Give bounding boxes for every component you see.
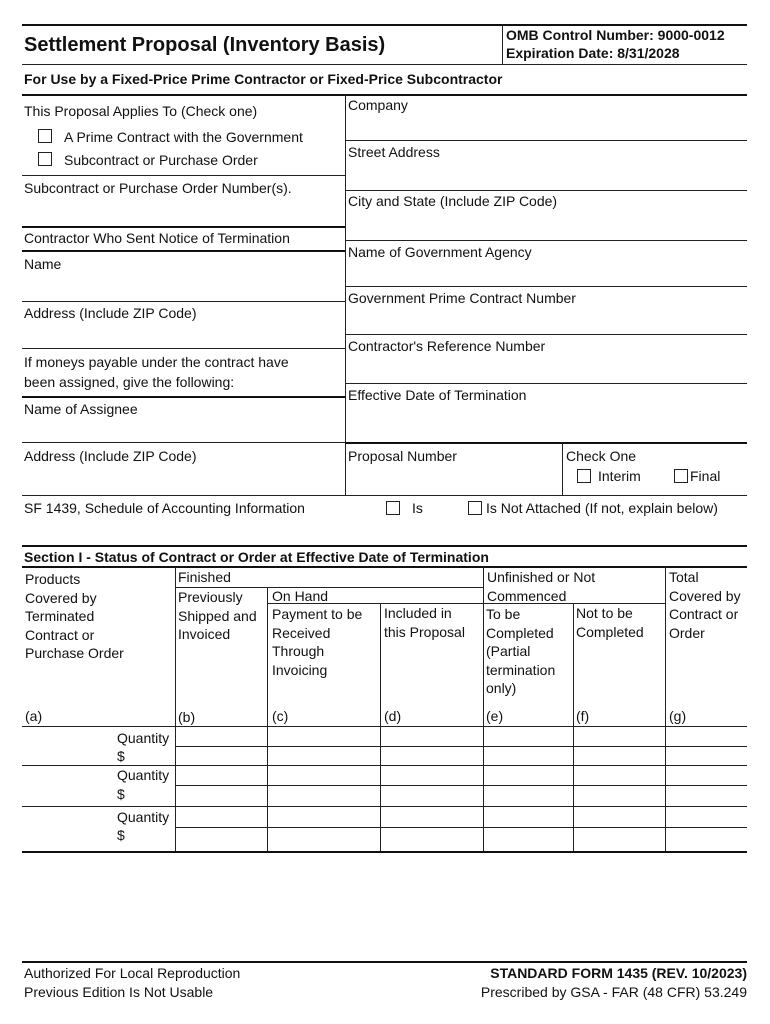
table-cell[interactable] (269, 787, 379, 805)
table-cell[interactable] (382, 829, 482, 850)
table-cell[interactable] (575, 829, 664, 850)
header-line: Included in (384, 605, 452, 621)
col-f-header (576, 604, 644, 641)
po-numbers-label: Subcontract or Purchase Order Number(s). (24, 180, 292, 196)
col-g-header (669, 568, 741, 642)
sf1439-explanation-input[interactable] (26, 522, 741, 540)
prime-contract-number-input[interactable] (350, 311, 740, 329)
assignment-note-line2: been assigned, give the following: (24, 374, 235, 390)
table-cell[interactable] (485, 808, 572, 826)
table-cell[interactable] (269, 829, 379, 850)
divider (22, 495, 747, 496)
row1-product-input[interactable] (24, 728, 114, 764)
unfinished-header (487, 568, 595, 605)
header-line: this Proposal (384, 623, 465, 640)
table-cell[interactable] (269, 728, 379, 745)
table-cell[interactable] (667, 767, 746, 784)
table-cell[interactable] (575, 728, 664, 745)
company-input[interactable] (350, 118, 740, 136)
prime-contract-checkbox[interactable] (38, 129, 52, 143)
table-cell[interactable] (667, 747, 746, 764)
header-line: Contract or (25, 626, 95, 643)
center-divider (345, 95, 346, 495)
footer-form-number: STANDARD FORM 1435 (REV. 10/2023) (490, 965, 747, 981)
final-checkbox[interactable] (674, 469, 688, 483)
divider (22, 301, 345, 302)
table-cell[interactable] (269, 808, 379, 826)
divider (22, 175, 345, 176)
header-bottom-rule (22, 64, 747, 65)
header-line: Unfinished or Not (487, 569, 596, 585)
contractor-address-input[interactable] (26, 326, 338, 344)
divider (345, 334, 747, 335)
divider (175, 567, 176, 851)
divider (22, 396, 345, 398)
row1-quantity-label: Quantity (117, 730, 170, 746)
assignee-address-input[interactable] (26, 470, 338, 488)
termination-notice-heading: Contractor Who Sent Notice of Termination (24, 230, 290, 246)
divider (22, 851, 747, 853)
header-line: Covered by (25, 589, 97, 606)
footer-previous-edition: Previous Edition Is Not Usable (24, 984, 214, 1000)
table-cell[interactable] (177, 787, 266, 805)
divider (345, 383, 747, 384)
sf1439-is-not-checkbox[interactable] (468, 501, 482, 515)
header-line: Received (272, 624, 331, 641)
assignee-name-label: Name of Assignee (24, 401, 138, 417)
divider (267, 587, 268, 851)
table-cell[interactable] (177, 767, 266, 784)
header-line: Contract or (669, 606, 739, 622)
sf1439-is-checkbox[interactable] (386, 501, 400, 515)
row3-dollar-label: $ (117, 827, 125, 843)
col-letter-b: (b) (178, 709, 196, 725)
col-letter-a: (a) (25, 708, 43, 724)
po-numbers-input[interactable] (26, 202, 338, 220)
divider (22, 442, 345, 443)
divider (22, 226, 345, 228)
table-cell[interactable] (382, 767, 482, 784)
col-b-header (178, 588, 257, 644)
expiration-date: Expiration Date: 8/31/2028 (506, 45, 680, 61)
row3-quantity-label: Quantity (117, 809, 170, 825)
header-line: Through (272, 643, 325, 659)
proposal-number-label: Proposal Number (348, 448, 457, 464)
reference-number-label: Contractor's Reference Number (348, 338, 546, 354)
divider (175, 785, 747, 786)
subcontract-checkbox[interactable] (38, 152, 52, 166)
table-cell[interactable] (575, 808, 664, 826)
subcontract-label: Subcontract or Purchase Order (64, 152, 258, 168)
sf1439-is-label: Is (412, 500, 423, 516)
reference-number-input[interactable] (350, 360, 740, 378)
divider (22, 566, 747, 568)
government-agency-label: Name of Government Agency (348, 244, 532, 260)
footer-rule (22, 961, 747, 963)
city-state-input[interactable] (350, 216, 740, 234)
table-cell[interactable] (177, 829, 266, 850)
city-state-label: City and State (Include ZIP Code) (348, 193, 558, 209)
contractor-name-input[interactable] (26, 278, 338, 296)
table-cell[interactable] (485, 787, 572, 805)
table-cell[interactable] (667, 808, 746, 826)
divider (665, 567, 666, 851)
row2-dollar-label: $ (117, 786, 125, 802)
row1-dollar-label: $ (117, 748, 125, 764)
sf1439-label: SF 1439, Schedule of Accounting Information (24, 500, 305, 516)
assignee-address-label: Address (Include ZIP Code) (24, 448, 197, 464)
header-line: Total (669, 569, 699, 585)
table-cell[interactable] (382, 808, 482, 826)
table-cell[interactable] (485, 728, 572, 745)
table-cell[interactable] (575, 747, 664, 764)
col-letter-f: (f) (576, 708, 590, 724)
footer-reproduction: Authorized For Local Reproduction (24, 965, 241, 981)
contractor-address-label: Address (Include ZIP Code) (24, 305, 197, 321)
header-line: Previously (178, 589, 243, 605)
col-a-header (25, 570, 124, 663)
divider (345, 442, 747, 444)
assignee-name-input[interactable] (26, 421, 338, 439)
table-cell[interactable] (382, 787, 482, 805)
divider (22, 348, 345, 349)
col-letter-c: (c) (272, 708, 289, 724)
divider (345, 286, 747, 287)
divider (562, 443, 563, 495)
header-line: Purchase Order (25, 645, 124, 661)
header-line: Invoicing (272, 661, 328, 678)
divider (483, 567, 484, 851)
applies-to-label: This Proposal Applies To (Check one) (24, 103, 258, 119)
header-line: only) (486, 680, 517, 696)
header-line: Not to be (576, 605, 633, 621)
table-cell[interactable] (485, 747, 572, 764)
street-address-label: Street Address (348, 144, 440, 160)
divider (345, 240, 747, 241)
check-one-label: Check One (566, 448, 637, 464)
header-line: termination (486, 661, 556, 678)
interim-label: Interim (598, 468, 641, 484)
row2-quantity-label: Quantity (117, 767, 170, 783)
col-c-header (272, 605, 362, 679)
table-cell[interactable] (485, 829, 572, 850)
table-cell[interactable] (382, 747, 482, 764)
table-cell[interactable] (575, 787, 664, 805)
row2-product-input[interactable] (24, 767, 114, 805)
divider (573, 603, 574, 851)
header-line: Products (25, 571, 81, 587)
header-line: Invoiced (178, 626, 231, 642)
header-line: Completed (486, 624, 554, 641)
divider (22, 250, 345, 252)
proposal-number-input[interactable] (350, 470, 555, 488)
finished-header: Finished (178, 569, 231, 585)
prime-contract-number-label: Government Prime Contract Number (348, 290, 576, 306)
government-agency-input[interactable] (350, 264, 740, 282)
sf1439-is-not-label: Is Not Attached (If not, explain below) (486, 500, 718, 516)
interim-checkbox[interactable] (577, 469, 591, 483)
row3-product-input[interactable] (24, 808, 114, 850)
header-line: Covered by (669, 587, 741, 604)
table-cell[interactable] (575, 767, 664, 784)
company-label: Company (348, 97, 408, 113)
col-letter-e: (e) (486, 708, 504, 724)
table-cell[interactable] (667, 829, 746, 850)
header-line: Order (669, 624, 705, 641)
section1-title: Section I - Status of Contract or Order at Effective Date of Termination (24, 549, 489, 565)
divider (345, 190, 747, 191)
header-divider (502, 24, 503, 64)
table-cell[interactable] (382, 728, 482, 745)
prime-contract-label: A Prime Contract with the Government (64, 129, 303, 145)
assignment-note-line1: If moneys payable under the contract have (24, 354, 289, 370)
table-cell[interactable] (667, 728, 746, 745)
divider (22, 806, 747, 807)
street-address-input[interactable] (350, 166, 740, 184)
col-e-header (486, 605, 555, 698)
divider (345, 140, 747, 141)
omb-control-number: OMB Control Number: 9000-0012 (506, 27, 725, 43)
header-line: Completed (576, 623, 644, 640)
effective-date-label: Effective Date of Termination (348, 387, 527, 403)
divider (22, 545, 747, 547)
contractor-name-label: Name (24, 256, 62, 272)
header-line: Shipped and (178, 607, 257, 624)
header-line: Commenced (487, 587, 567, 604)
final-label: Final (690, 468, 721, 484)
header-line: Payment to be (272, 606, 363, 622)
header-line: To be (486, 606, 521, 622)
col-d-header (384, 604, 465, 641)
table-cell[interactable] (485, 767, 572, 784)
table-cell[interactable] (667, 787, 746, 805)
divider (175, 827, 747, 828)
on-hand-header: On Hand (272, 588, 329, 604)
col-letter-g: (g) (669, 708, 687, 724)
form-subtitle: For Use by a Fixed-Price Prime Contractor or Fixed-Price Subcontractor (24, 71, 503, 87)
divider (22, 726, 747, 727)
table-cell[interactable] (269, 747, 379, 764)
table-cell[interactable] (177, 747, 266, 764)
table-cell[interactable] (177, 728, 266, 745)
effective-date-input[interactable] (350, 410, 740, 428)
table-cell[interactable] (269, 767, 379, 784)
table-cell[interactable] (177, 808, 266, 826)
divider (380, 604, 381, 851)
header-line: Terminated (25, 608, 95, 624)
col-letter-d: (d) (384, 708, 402, 724)
form-title: Settlement Proposal (Inventory Basis) (24, 34, 386, 56)
header-line: (Partial (486, 643, 531, 659)
footer-prescribed-by: Prescribed by GSA - FAR (48 CFR) 53.249 (480, 984, 747, 1000)
